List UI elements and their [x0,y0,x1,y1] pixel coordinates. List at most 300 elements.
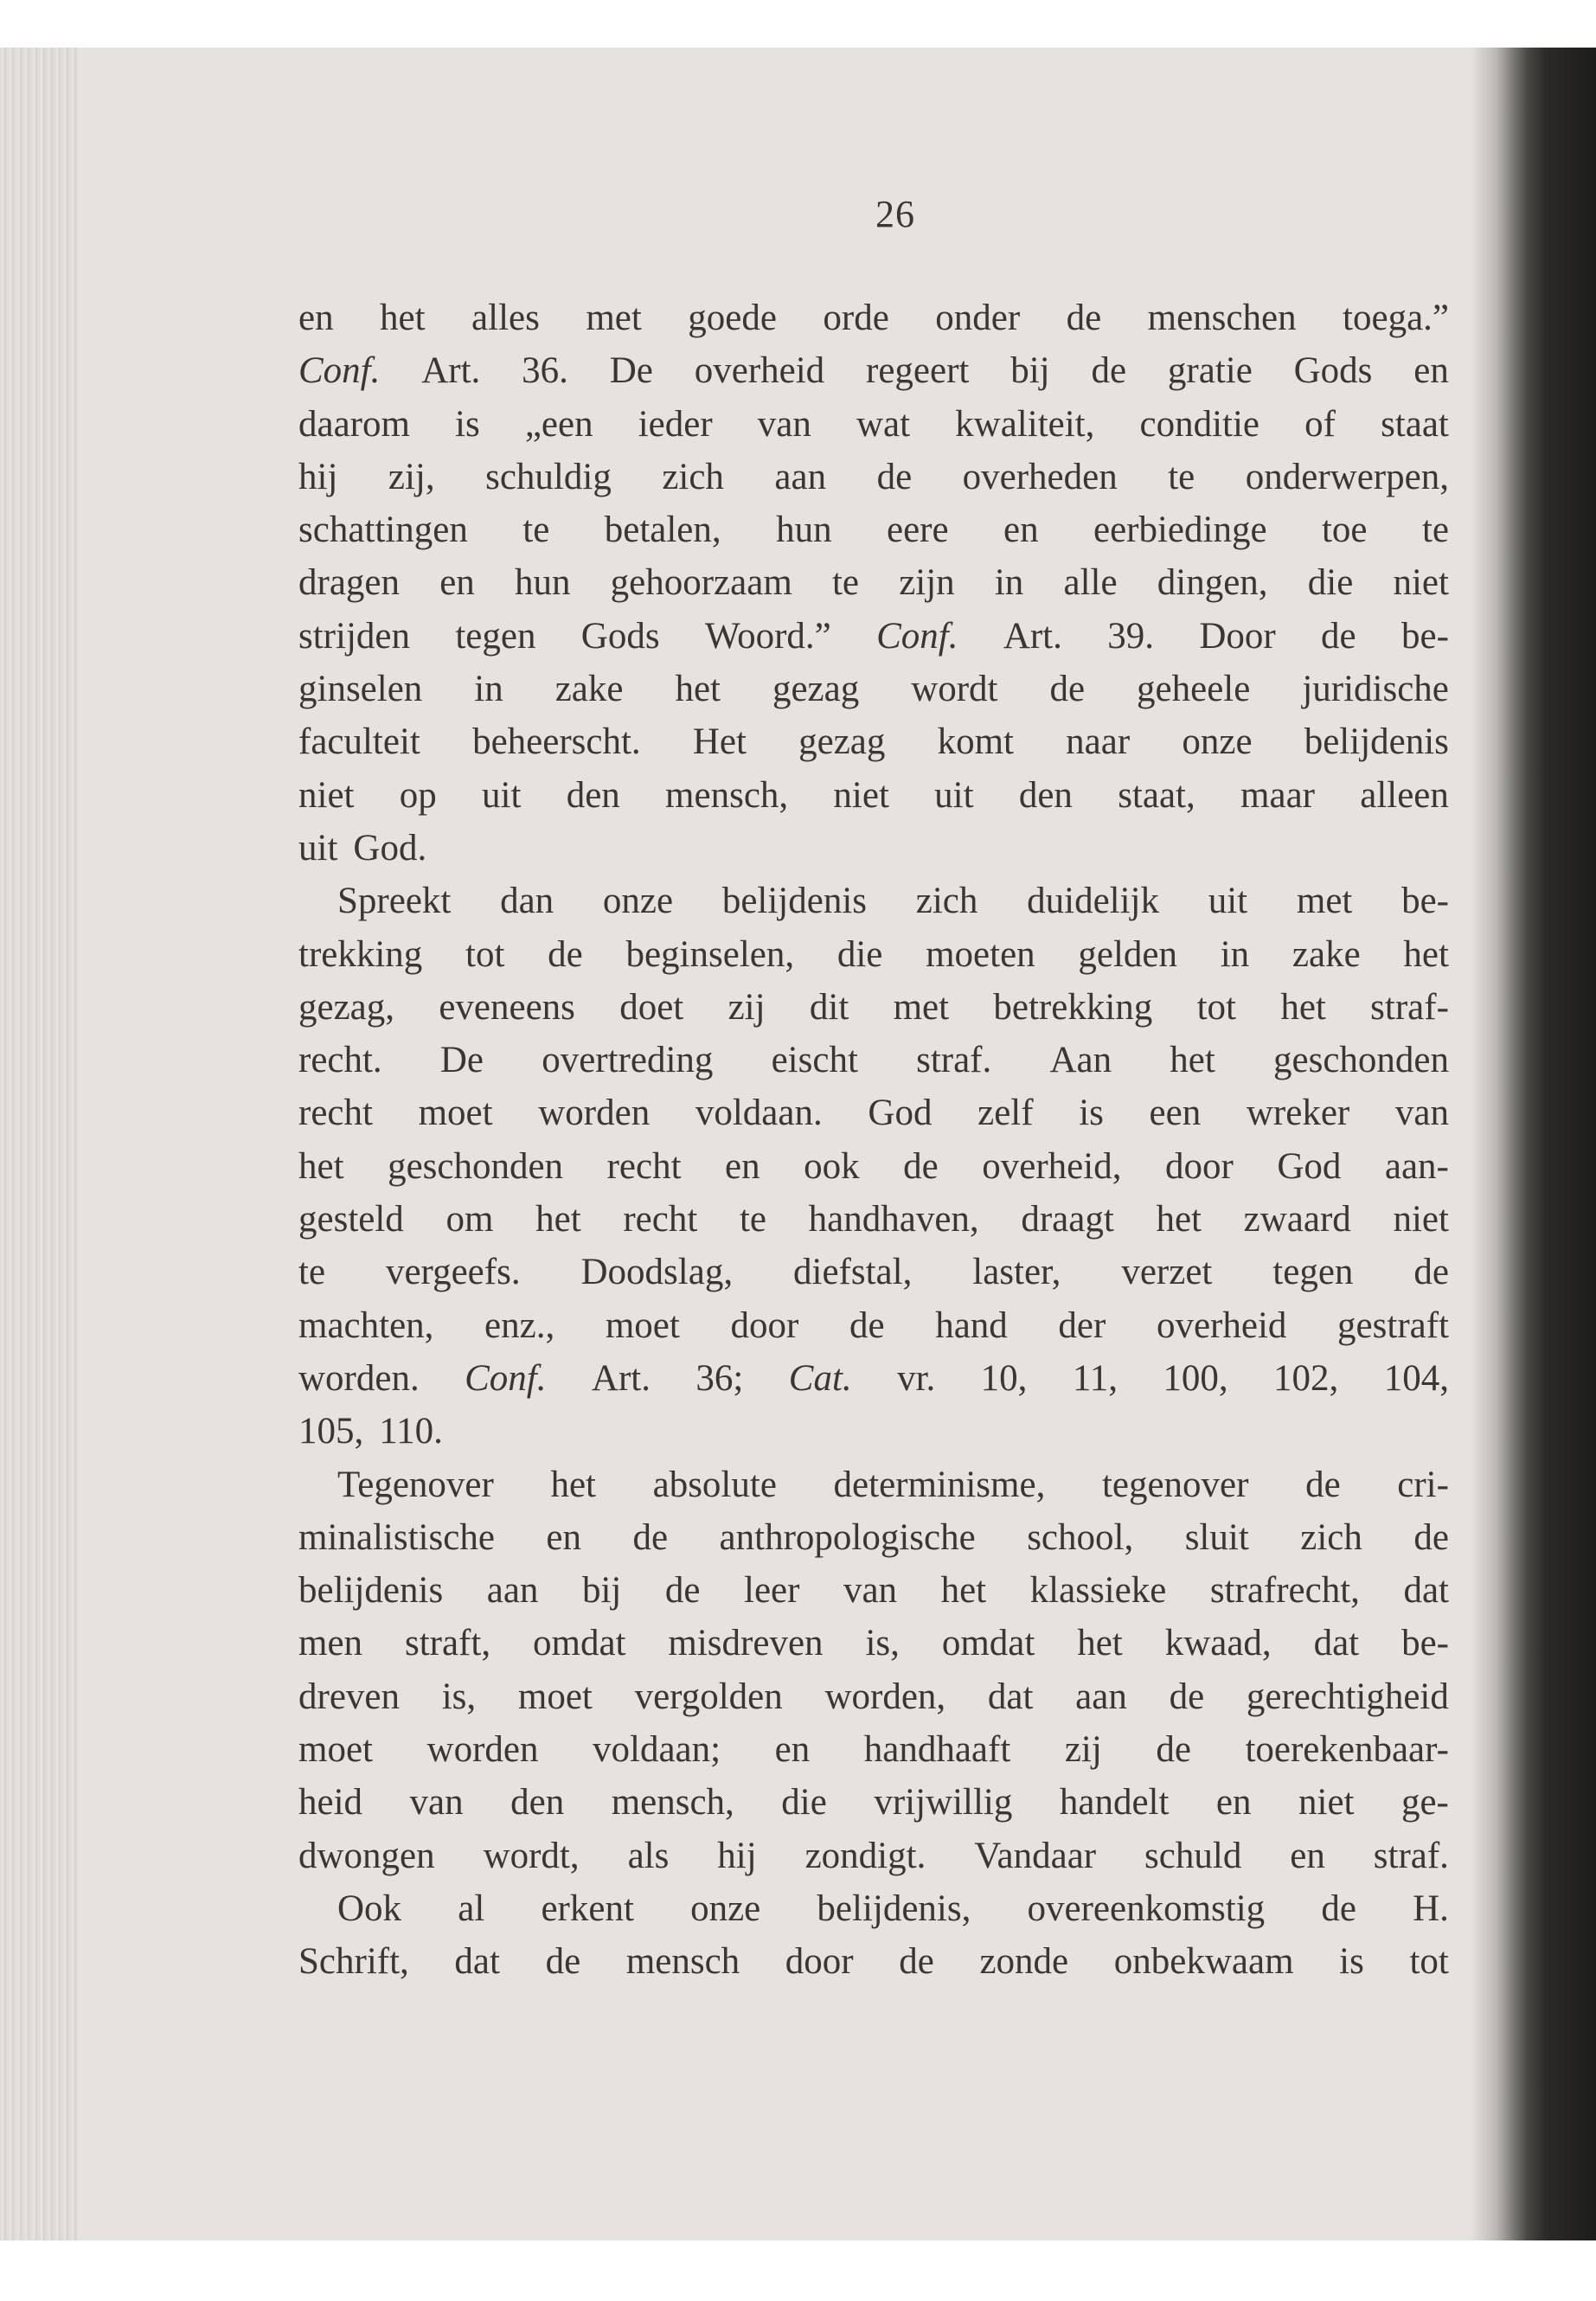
word: door [1164,1145,1234,1187]
word: zich [1300,1516,1362,1558]
text-line [298,292,1449,344]
word: ook [804,1145,860,1187]
word: het [380,298,426,338]
word: aan- [1384,1145,1449,1187]
word: het [940,1570,987,1612]
word: sluit [1184,1516,1249,1558]
word: niet [1298,1782,1355,1823]
word: cri- [1397,1464,1449,1505]
word: zondigt. [804,1835,926,1876]
word: worden [538,1093,651,1134]
word: voldaan. [695,1093,823,1134]
text-line [298,663,1449,715]
word: in [994,562,1024,604]
word: mensch [625,1941,740,1983]
word: niet [298,774,355,816]
word: wordt, [483,1835,580,1876]
word: in [474,669,503,710]
word: dit [809,986,849,1028]
word: be- [1401,1623,1449,1664]
word: hun [776,510,832,551]
word: en [546,1516,581,1558]
word: en [774,1729,811,1771]
word: belijdenis, [817,1888,971,1929]
word: met [586,298,642,338]
word: schattingen [298,510,468,551]
word: Woord.” [704,615,831,657]
word: omdat [533,1623,626,1664]
word: de [899,1941,934,1983]
word: strafrecht, [1209,1570,1360,1612]
word: toe [1321,510,1368,551]
word: be- [1401,615,1449,657]
word: zonde [979,1941,1069,1983]
word: dreven [298,1676,400,1717]
word: beginselen, [625,933,795,975]
word: Ook [337,1888,402,1929]
word: Conf. [876,615,958,657]
word: uit [482,774,522,816]
word: belijdenis [298,1570,444,1612]
word: menschen [1147,298,1297,338]
word: moet [418,1093,493,1134]
word: gezag [798,721,886,763]
word: den [1018,774,1073,816]
word: Art. [421,350,481,392]
word: dwongen [298,1835,435,1876]
text-line [298,503,1449,556]
word: ginselen [298,669,423,710]
word: de [1156,1729,1191,1771]
word: uit [934,774,974,816]
word: dat [1403,1570,1449,1612]
word: al [458,1888,485,1929]
word: handelt [1059,1782,1170,1823]
word: goede [688,298,777,338]
word: vergeefs. [385,1252,521,1293]
word: is, [865,1623,900,1664]
page-number: 26 [875,193,915,235]
word: de [1169,1676,1205,1717]
word: schuld [1144,1835,1242,1876]
word: Vandaar [974,1835,1097,1876]
text-line [298,1140,1449,1193]
text-line [298,344,1449,397]
word: met [893,986,950,1028]
word: 36; [695,1357,744,1399]
word: zij, [388,456,435,497]
word: van [757,403,811,445]
word: God [868,1093,933,1134]
text-line [298,1882,1449,1935]
word: in [1220,933,1250,975]
word: Tegenover [337,1464,494,1505]
text-line [298,1405,1449,1458]
word: overheden [962,456,1118,497]
word: dragen [298,562,400,604]
word: de [876,456,913,497]
word: geschonden [388,1145,564,1187]
word: en [1003,510,1039,551]
word: een [1149,1093,1202,1134]
word: kwaad, [1164,1623,1272,1664]
word: dingen, [1157,562,1268,604]
word: recht [606,1145,682,1187]
word: gezag [772,669,860,710]
word: de [632,1516,669,1558]
word: de [664,1570,701,1612]
word: straf- [1370,986,1449,1028]
scan-margin-top [0,0,1596,48]
word: moet [605,1304,680,1346]
word: hij [298,456,338,497]
book-spine-shadow [1471,48,1596,2240]
word: school, [1027,1516,1134,1558]
word: absolute [652,1464,777,1505]
word: den [566,774,620,816]
word: handhaaft [863,1729,1011,1771]
word: 102, [1273,1357,1339,1399]
word: alleen [1360,774,1449,816]
word: trekking [298,933,423,975]
word: doet [619,986,684,1028]
word: diefstal, [793,1252,913,1293]
word: te [1421,510,1449,551]
word: overeenkomstig [1027,1888,1266,1929]
word: overheid [694,350,825,392]
word: zwaard [1243,1199,1351,1240]
word: gehoorzaam [610,562,792,604]
word: anthropologische [719,1516,976,1558]
word: zijn [899,562,955,604]
word: 104, [1383,1357,1449,1399]
word: schuldig [485,456,612,497]
word: de [1321,615,1356,657]
word: juridische [1302,669,1449,710]
text-line [298,1511,1449,1564]
word: zake [554,669,624,710]
word: De [609,350,653,392]
body-text [298,292,1449,1989]
word: ge- [1401,1782,1449,1823]
word: 105, [298,1411,364,1452]
text-line [298,1086,1449,1139]
word: de [1321,1888,1356,1929]
word: de [1305,1464,1341,1505]
word: recht [298,1093,373,1134]
word: het [1156,1199,1202,1240]
word: gestraft [1337,1304,1449,1346]
word: H. [1413,1888,1449,1929]
word: wordt [911,669,998,710]
word: overtreding [542,1040,714,1081]
word: Conf. [465,1357,547,1399]
word: 39. [1107,615,1154,657]
word: de [1413,1516,1449,1558]
word: regeert [866,350,970,392]
word: uit [1208,881,1248,922]
word: dat [987,1676,1034,1717]
word: de [548,933,583,975]
word: niet [1393,562,1449,604]
word: duidelijk [1027,881,1159,922]
text-line [298,1458,1449,1511]
word: en [1413,350,1449,392]
word: worden. [298,1357,420,1399]
word: door [730,1304,799,1346]
word: toerekenbaar- [1245,1729,1449,1771]
word: moeten [926,933,1035,975]
word: onder [935,298,1021,338]
word: Conf. [298,350,381,392]
word: op [399,774,437,816]
word: daarom [298,403,410,445]
word: en [725,1145,760,1187]
word: aan [486,1570,539,1612]
text-line [298,556,1449,609]
word: dat [1313,1623,1360,1664]
word: belijdenis [1304,721,1449,763]
text-line [298,451,1449,503]
word: 10, [980,1357,1028,1399]
word: straf. [916,1040,992,1081]
word: eerbiedinge [1093,510,1267,551]
word: van [843,1570,898,1612]
word: handhaven, [808,1199,979,1240]
word: wat [856,403,911,445]
word: erkent [541,1888,634,1929]
word: de [849,1304,885,1346]
word: maar [1240,774,1315,816]
word: gesteld [298,1199,404,1240]
word: Schrift, [298,1941,409,1983]
word: tegen [455,615,536,657]
word: de [1091,350,1127,392]
word: moet [517,1676,593,1717]
word: eveneens [439,986,575,1028]
text-line [298,610,1449,663]
word: niet [833,774,889,816]
word: kwaliteit, [955,403,1095,445]
word: of [1304,403,1336,445]
word: overheid [1156,1304,1287,1346]
word: geschonden [1273,1040,1449,1081]
word: machten, [298,1304,434,1346]
word: de [1049,669,1086,710]
word: om [445,1199,494,1240]
word: onze [602,881,674,922]
word: omdat [941,1623,1035,1664]
word: 36. [522,350,568,392]
word: alle [1063,562,1118,604]
word: leer [744,1570,800,1612]
word: onbekwaam [1113,1941,1294,1983]
word: tegenover [1101,1464,1249,1505]
word: naar [1066,721,1131,763]
word: straft, [404,1623,491,1664]
text-line [298,1830,1449,1882]
text-line [298,1670,1449,1723]
word: zich [662,456,724,497]
word: en [1215,1782,1252,1823]
word: zich [915,881,978,922]
word: aan [774,456,827,497]
word: het [675,669,721,710]
word: Gods [580,615,660,657]
word: dan [500,881,554,922]
word: de [903,1145,939,1187]
word: zij [1064,1729,1102,1771]
word: de [1413,1252,1449,1293]
word: te [739,1199,766,1240]
word: te [298,1252,326,1293]
text-line [298,1193,1449,1246]
word: moet [298,1729,373,1771]
word: draagt [1021,1199,1114,1240]
text-line [298,1034,1449,1086]
word: niet [1393,1199,1449,1240]
word: betrekking [993,986,1153,1028]
word: en [298,298,334,338]
word: onderwerpen, [1245,456,1449,497]
word: die [836,933,883,975]
word: en [1290,1835,1325,1876]
page-edges [0,48,78,2240]
word: van [1394,1093,1449,1134]
word: 110. [379,1411,443,1452]
word: het [298,1145,344,1187]
word: het [1077,1623,1123,1664]
text-line [298,822,1449,875]
scan-margin-bottom [0,2240,1596,2301]
word: zake [1292,933,1361,975]
word: vr. [897,1357,936,1399]
word: verzet [1121,1252,1213,1293]
word: heid [298,1782,363,1823]
word: geheele [1137,669,1251,710]
text-line [298,1246,1449,1298]
word: van [409,1782,464,1823]
word: 11, [1072,1357,1118,1399]
word: het [1170,1040,1215,1081]
word: die [1307,562,1354,604]
word: is [1079,1093,1104,1134]
word: aan [1075,1676,1127,1717]
text-line [298,398,1449,451]
text-line [298,1723,1449,1776]
word: wreker [1246,1093,1350,1134]
word: door [785,1941,854,1983]
word: Cat. [788,1357,852,1399]
text-line [298,1564,1449,1617]
word: te [522,510,550,551]
word: Aan [1049,1040,1112,1081]
word: belijdenis [721,881,868,922]
word: De [439,1040,484,1081]
word: worden, [824,1676,946,1717]
word: der [1058,1304,1106,1346]
word: orde [823,298,889,338]
word: eischt [771,1040,858,1081]
word: determinisme, [833,1464,1046,1505]
word: staat [1381,403,1449,445]
word: den [510,1782,565,1823]
word: te [831,562,859,604]
word: tot [1409,1941,1449,1983]
word: zij [727,986,766,1028]
word: het [535,1199,581,1240]
word: Art. [591,1357,651,1399]
word: gratie [1167,350,1253,392]
word: staat, [1118,774,1195,816]
word: 100, [1163,1357,1228,1399]
word: bij [1010,350,1050,392]
word: onze [1182,721,1253,763]
word: recht. [298,1040,382,1081]
word: hij [717,1835,757,1876]
word: God. [353,827,427,868]
word: hand [935,1304,1008,1346]
text-line [298,1776,1449,1829]
word: Gods [1293,350,1373,392]
word: klassieke [1029,1570,1167,1612]
word: de [1066,298,1102,338]
word: hun [514,562,571,604]
word: betalen, [604,510,721,551]
word: be- [1401,881,1449,922]
word: voldaan; [593,1729,721,1771]
word: „een [524,403,593,445]
word: het [1280,986,1326,1028]
word: Doodslag, [580,1252,734,1293]
word: eere [886,510,949,551]
word: mensch, [665,774,789,816]
word: uit [298,827,338,868]
word: conditie [1139,403,1260,445]
word: met [1296,881,1353,922]
word: minalistische [298,1516,495,1558]
word: straf. [1373,1835,1449,1876]
text-line [298,1299,1449,1352]
text-line [298,875,1449,927]
text-line [298,715,1449,768]
word: men [298,1623,363,1664]
word: laster, [972,1252,1061,1293]
word: Art. [1003,615,1062,657]
word: tot [465,933,505,975]
word: overheid, [982,1145,1122,1187]
text-line [298,1617,1449,1670]
word: God [1277,1145,1342,1187]
word: onze [690,1888,761,1929]
word: tot [1196,986,1236,1028]
word: het [550,1464,596,1505]
word: komt [937,721,1014,763]
word: vergolden [634,1676,783,1717]
word: dat [454,1941,500,1983]
word: gelden [1078,933,1178,975]
word: recht [623,1199,698,1240]
text-line [298,981,1449,1034]
word: zelf [977,1093,1034,1134]
word: bij [581,1570,622,1612]
word: tegen [1272,1252,1354,1293]
word: Spreekt [337,881,452,922]
word: gerechtigheid [1246,1676,1449,1717]
word: gezag, [298,986,395,1028]
word: en [439,562,475,604]
word: ieder [638,403,713,445]
